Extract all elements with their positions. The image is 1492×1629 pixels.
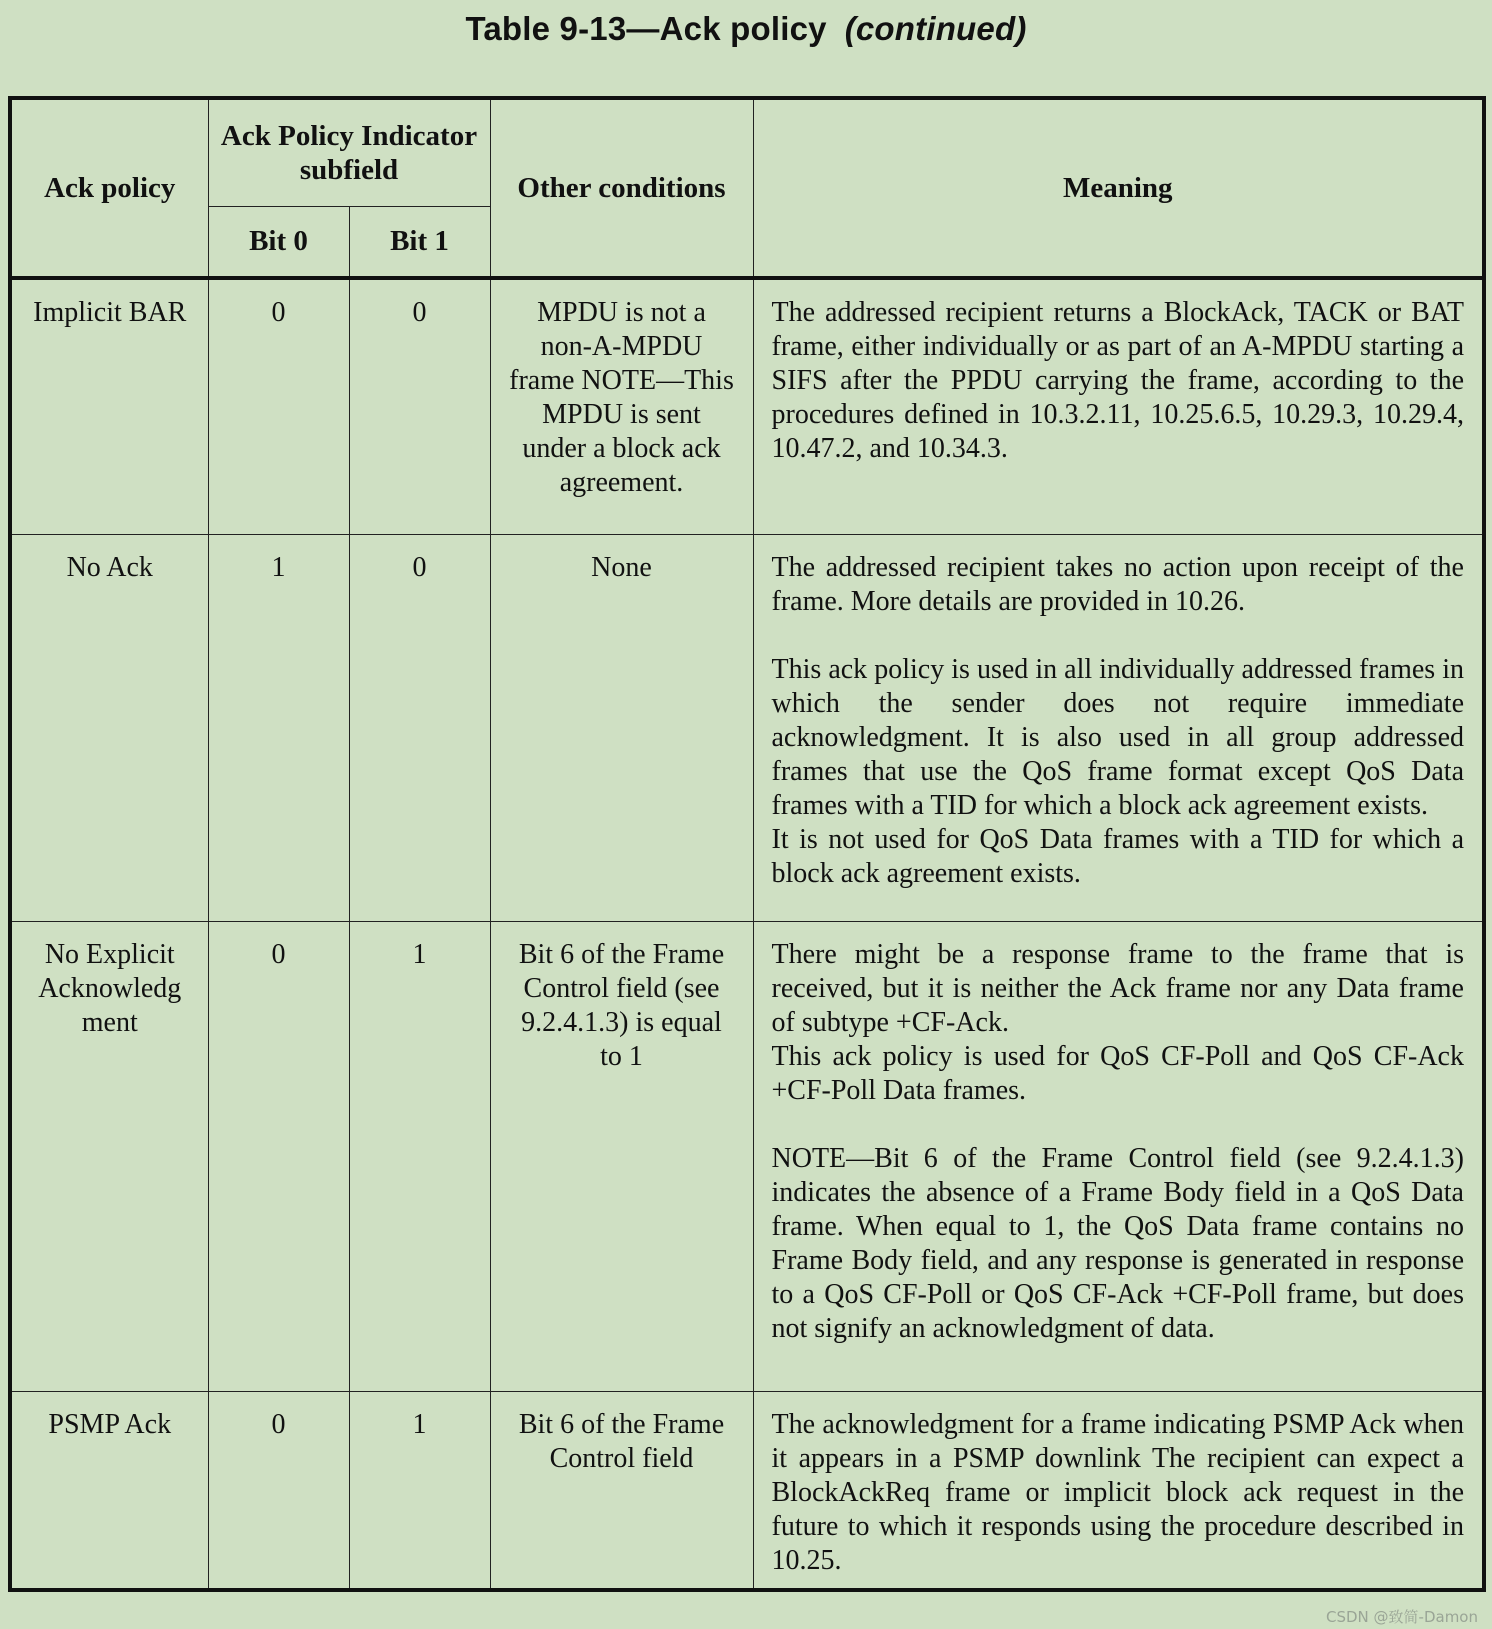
cell-meaning <box>753 921 1484 1391</box>
cell-other-conditions: Bit 6 of the Frame Control field <box>490 1391 753 1590</box>
watermark: CSDN @致简-Damon <box>1326 1608 1478 1626</box>
cell-other-conditions: Bit 6 of the Frame Control field (see 9.2.4.1.3) is equal to 1 <box>490 921 753 1391</box>
cell-ack-policy: No Ack <box>10 534 208 921</box>
table-row <box>10 1391 1484 1590</box>
cell-meaning <box>753 278 1484 534</box>
meaning-paragraph: It is not used for QoS Data frames with a TID for which a block ack agreement exists. <box>771 823 1464 889</box>
meaning-paragraph: The acknowledgment for a frame indicating PSMP Ack when it appears in a PSMP downlink The recipient can expect a BlockAckReq frame or implicit block ack request in the future to which it responds using the procedure described in 10.25. <box>771 1408 1464 1576</box>
table-body <box>10 278 1484 1590</box>
table-row <box>10 921 1484 1391</box>
meaning-paragraph: There might be a response frame to the frame that is received, but it is neither the Ack frame nor any Data frame of subtype +CF-Ack. <box>771 938 1464 1038</box>
cell-bit0: 0 <box>208 921 349 1391</box>
table-title: Table 9-13—Ack policy <box>465 10 827 47</box>
table-caption <box>0 10 1492 48</box>
header-ack-policy: Ack policy <box>10 98 208 278</box>
cell-meaning <box>753 534 1484 921</box>
table-row <box>10 534 1484 921</box>
cell-bit1: 1 <box>349 1391 490 1590</box>
cell-bit1: 1 <box>349 921 490 1391</box>
ack-policy-table <box>8 96 1486 1592</box>
cell-bit1: 0 <box>349 278 490 534</box>
cell-bit0: 0 <box>208 1391 349 1590</box>
meaning-paragraph: This ack policy is used for QoS CF-Poll and QoS CF-Ack +CF-Poll Data frames. <box>771 1040 1464 1106</box>
table-continued-label: (continued) <box>844 10 1027 47</box>
meaning-paragraph: The addressed recipient takes no action upon receipt of the frame. More details are provided in 10.26. <box>771 551 1464 617</box>
header-indicator-subfield: Ack Policy Indicator subfield <box>208 98 490 206</box>
meaning-paragraph: NOTE—Bit 6 of the Frame Control field (see 9.2.4.1.3) indicates the absence of a Frame Body field in a QoS Data frame. When equal to 1, the QoS Data frame contains no Frame Body field, and any response is generated in response to a QoS CF-Poll or QoS CF-Ack +CF-Poll frame, but does not signify an acknowledgment of data. <box>771 1142 1464 1344</box>
cell-other-conditions: None <box>490 534 753 921</box>
meaning-paragraph: This ack policy is used in all individually addressed frames in which the sender does not require immediate acknowledgment. It is also used in all group addressed frames that use the QoS frame format except QoS Data frames with a TID for which a block ack agreement exists. <box>771 653 1464 821</box>
cell-meaning <box>753 1391 1484 1590</box>
table-row <box>10 278 1484 534</box>
meaning-paragraph: The addressed recipient returns a BlockAck, TACK or BAT frame, either individually or as part of an A-MPDU starting a SIFS after the PPDU carrying the frame, according to the procedures defined in 10.3.2.11, 10.25.6.5, 10.29.3, 10.29.4, 10.47.2, and 10.34.3. <box>771 297 1464 464</box>
header-bit1: Bit 1 <box>349 206 490 278</box>
cell-ack-policy: PSMP Ack <box>10 1391 208 1590</box>
cell-bit0: 1 <box>208 534 349 921</box>
cell-bit0: 0 <box>208 278 349 534</box>
table-header <box>10 98 1484 278</box>
header-bit0: Bit 0 <box>208 206 349 278</box>
header-meaning: Meaning <box>753 98 1484 278</box>
cell-other-conditions: MPDU is not a non-A-MPDU frame NOTE—This MPDU is sent under a block ack agreement. <box>490 278 753 534</box>
cell-bit1: 0 <box>349 534 490 921</box>
cell-ack-policy: No Explicit Acknowledg ment <box>10 921 208 1391</box>
cell-ack-policy: Implicit BAR <box>10 278 208 534</box>
header-other-conditions: Other conditions <box>490 98 753 278</box>
